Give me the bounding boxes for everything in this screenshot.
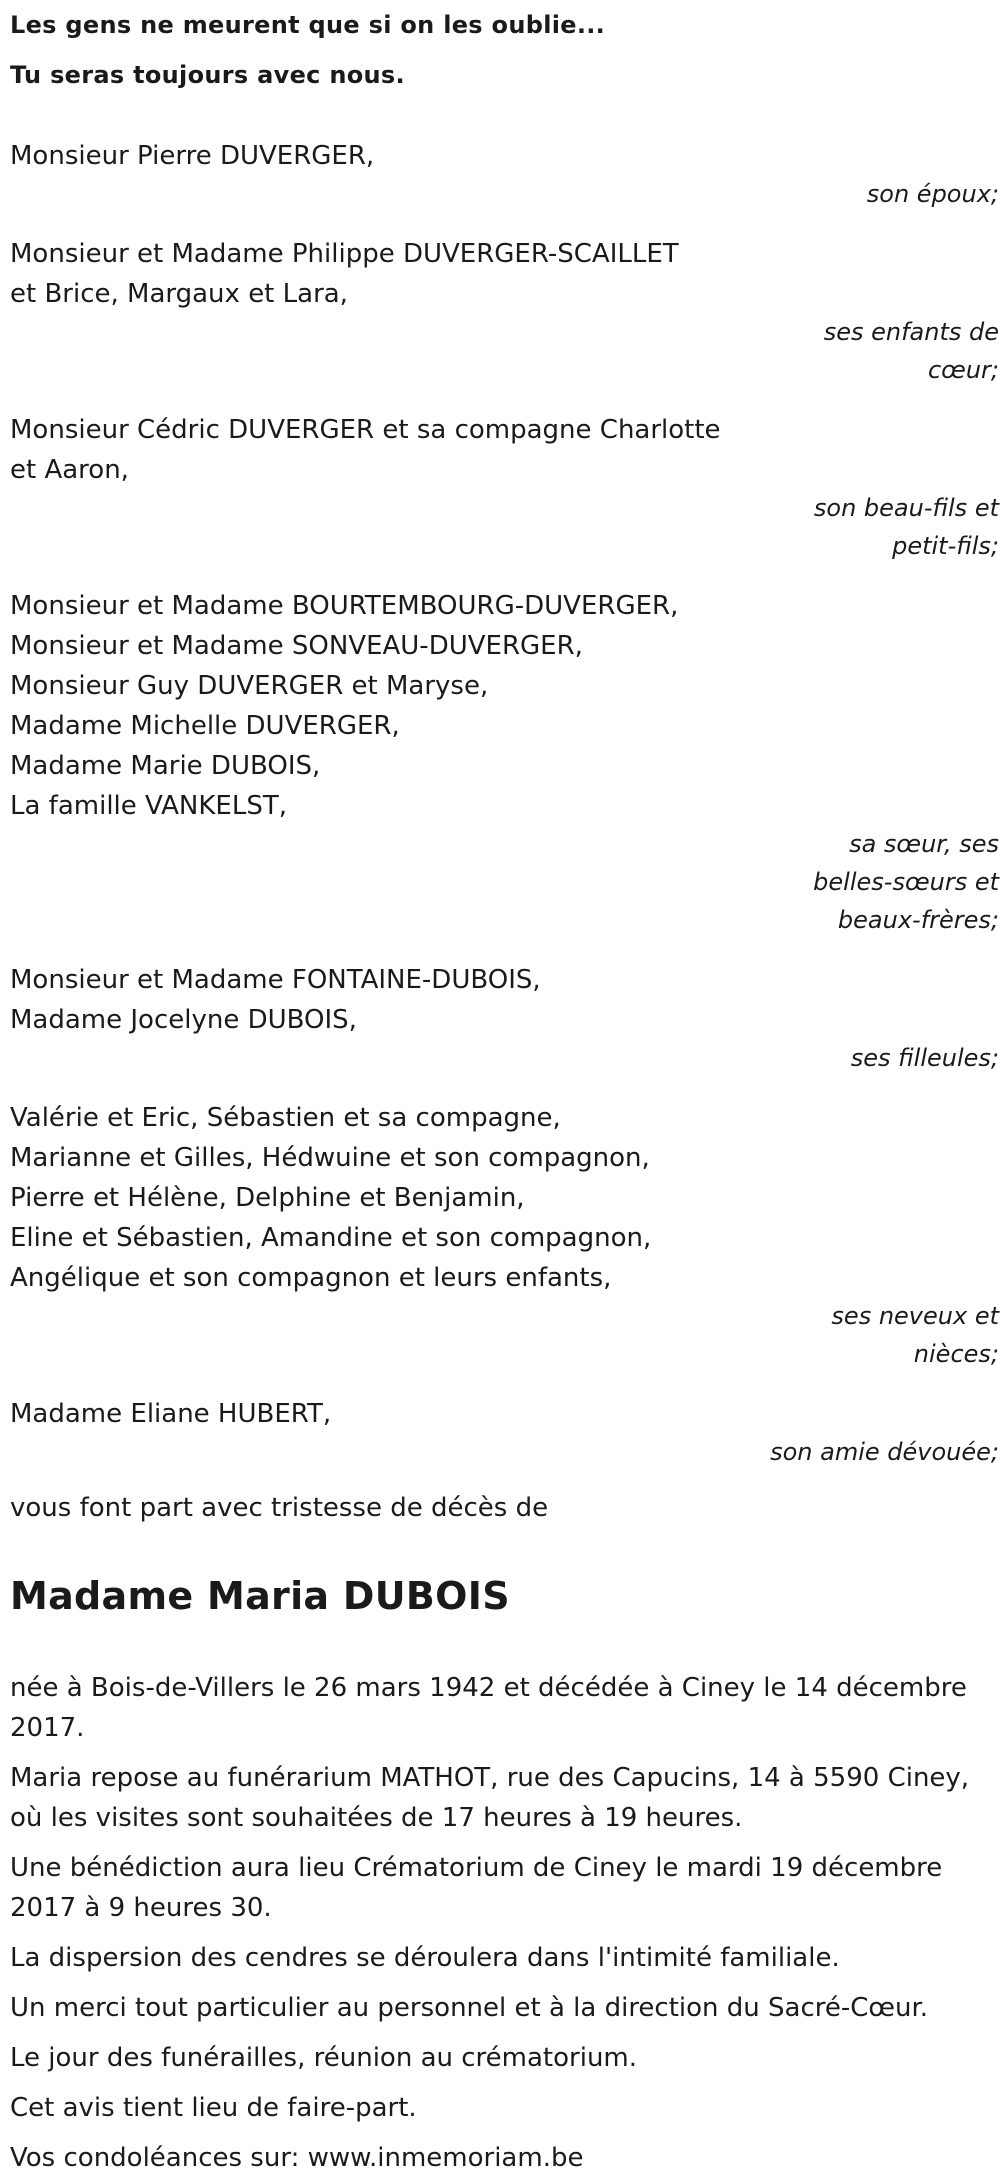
family-group — [10, 960, 1000, 1078]
relationship-label: petit-fils; — [892, 532, 999, 560]
motto-line-1: Les gens ne meurent que si on les oublie... — [10, 11, 606, 39]
relationship-label: cœur; — [927, 356, 999, 384]
family-member-line: Monsieur et Madame SONVEAU-DUVERGER, — [10, 631, 583, 661]
detail-paragraph: née à Bois-de-Villers le 26 mars 1942 et décédée à Ciney le 14 décembre 2017. — [10, 1673, 967, 1743]
family-member-line: Valérie et Eric, Sébastien et sa compagne, — [10, 1103, 561, 1133]
family-member-line: Madame Michelle DUVERGER, — [10, 711, 400, 741]
family-member-line: Eline et Sébastien, Amandine et son compagnon, — [10, 1223, 652, 1253]
family-member-line: Monsieur Pierre DUVERGER, — [10, 141, 375, 171]
family-member-line: Madame Jocelyne DUBOIS, — [10, 1005, 357, 1035]
family-member-line: Monsieur Guy DUVERGER et Maryse, — [10, 671, 489, 701]
detail-paragraph: La dispersion des cendres se déroulera dans l'intimité familiale. — [10, 1943, 840, 1973]
family-member-line: La famille VANKELST, — [10, 791, 287, 821]
announcement-intro: vous font part avec tristesse de décès de — [10, 1493, 549, 1523]
family-member-line: Monsieur Cédric DUVERGER et sa compagne Charlotte — [10, 415, 721, 445]
relationship-label: sa sœur, ses — [849, 830, 999, 858]
relationship-label: son beau-fils et — [813, 494, 999, 522]
family-member-line: et Aaron, — [10, 455, 129, 485]
relationship-label: son amie dévouée; — [770, 1438, 999, 1466]
family-member-line: Marianne et Gilles, Hédwuine et son compagnon, — [10, 1143, 650, 1173]
relationship-label: ses filleules; — [850, 1044, 999, 1072]
detail-paragraph: Vos condoléances sur: www.inmemoriam.be — [10, 2143, 584, 2173]
family-group — [10, 1098, 1000, 1374]
funeral-details — [10, 1668, 995, 2178]
motto-line-2: Tu seras toujours avec nous. — [10, 61, 405, 89]
family-member-line: Monsieur et Madame Philippe DUVERGER-SCAILLET — [10, 239, 679, 269]
family-list — [10, 136, 1000, 1472]
family-member-line: Monsieur et Madame FONTAINE-DUBOIS, — [10, 965, 541, 995]
detail-paragraph: Cet avis tient lieu de faire-part. — [10, 2093, 417, 2123]
family-member-line: Madame Marie DUBOIS, — [10, 751, 321, 781]
relationship-label: belles-sœurs et — [813, 868, 999, 896]
family-member-line: et Brice, Margaux et Lara, — [10, 279, 348, 309]
detail-paragraph: Le jour des funérailles, réunion au crématorium. — [10, 2043, 638, 2073]
deceased-name: Madame Maria DUBOIS — [10, 1574, 510, 1618]
relationship-label: nièces; — [913, 1340, 999, 1368]
detail-paragraph: Un merci tout particulier au personnel et à la direction du Sacré-Cœur. — [10, 1993, 929, 2023]
family-group — [10, 586, 1000, 940]
detail-paragraph: Maria repose au funérarium MATHOT, rue des Capucins, 14 à 5590 Ciney, où les visites sont souhaitées de 17 heures à 19 heures. — [10, 1763, 970, 1833]
detail-paragraph: Une bénédiction aura lieu Crématorium de Ciney le mardi 19 décembre 2017 à 9 heures 30. — [10, 1853, 943, 1923]
family-member-line: Angélique et son compagnon et leurs enfants, — [10, 1263, 612, 1293]
family-member-line: Pierre et Hélène, Delphine et Benjamin, — [10, 1183, 525, 1213]
relationship-label: ses enfants de — [823, 318, 999, 346]
relationship-label: son époux; — [866, 180, 999, 208]
family-group — [10, 1394, 1000, 1472]
relationship-label: ses neveux et — [831, 1302, 999, 1330]
relationship-label: beaux-frères; — [837, 906, 999, 934]
family-group — [10, 136, 1000, 214]
family-member-line: Monsieur et Madame BOURTEMBOURG-DUVERGER, — [10, 591, 679, 621]
family-group — [10, 234, 1000, 390]
family-member-line: Madame Eliane HUBERT, — [10, 1399, 332, 1429]
family-group — [10, 410, 1000, 566]
